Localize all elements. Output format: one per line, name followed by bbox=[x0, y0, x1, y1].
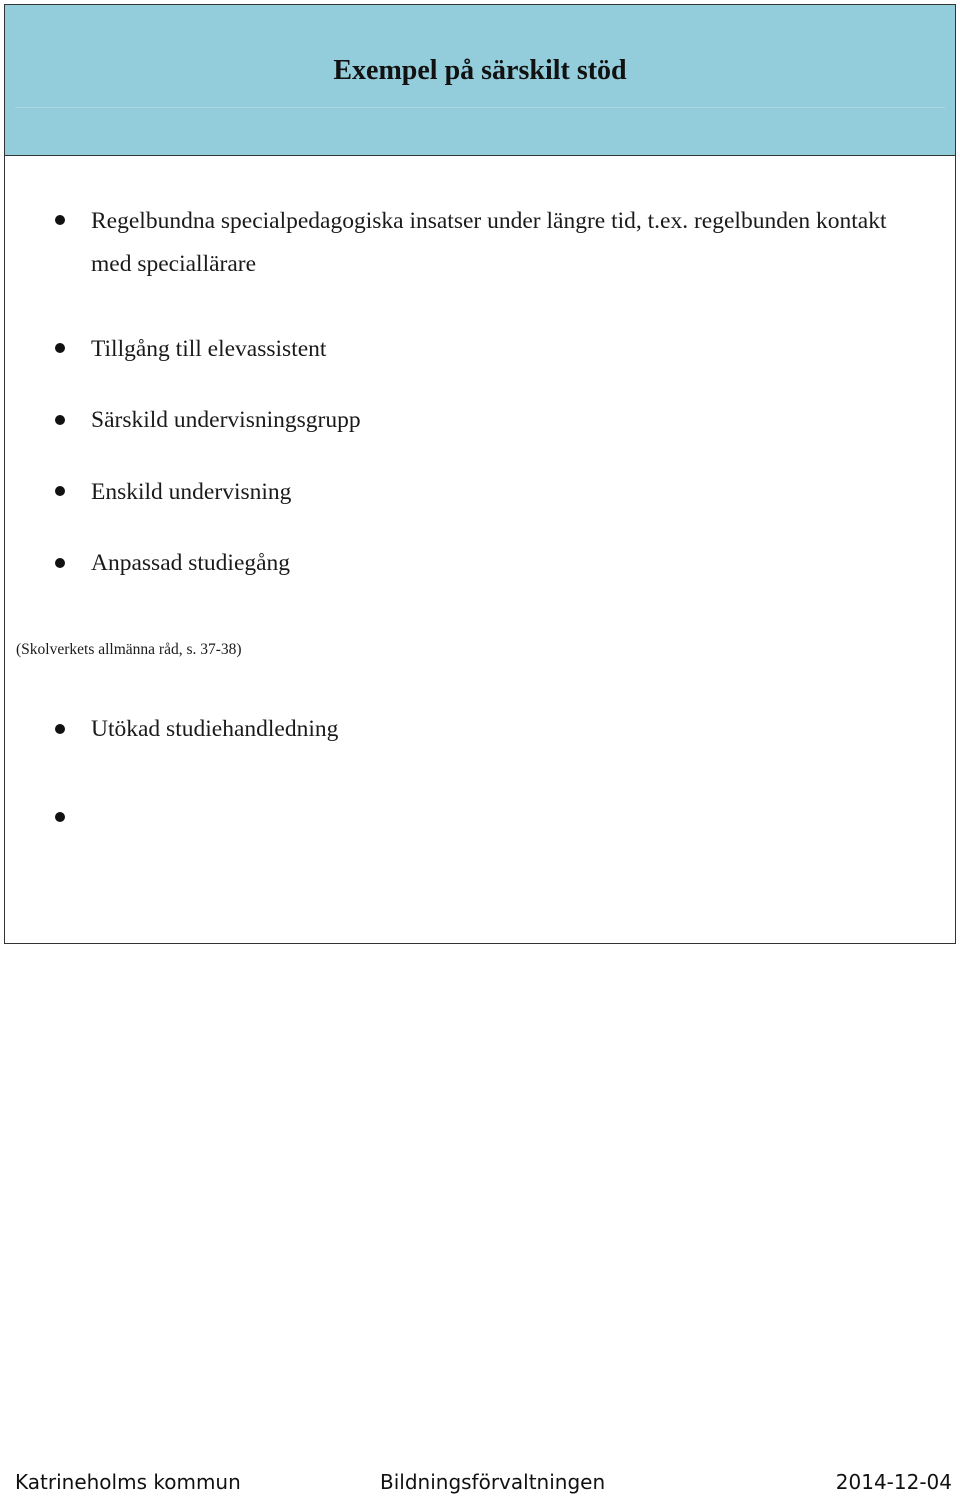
list-item-text: Särskild undervisningsgrupp bbox=[91, 407, 361, 433]
page-footer bbox=[0, 1468, 960, 1496]
bullet-icon bbox=[55, 724, 65, 734]
bullet-icon bbox=[55, 558, 65, 568]
bullet-icon bbox=[55, 343, 65, 353]
bullet-icon bbox=[55, 812, 65, 822]
list-item-text: Utökad studiehandledning bbox=[91, 716, 339, 742]
source-note: (Skolverkets allmänna råd, s. 37-38) bbox=[16, 641, 242, 658]
footer-department: Bildningsförvaltningen bbox=[380, 1470, 606, 1494]
list-item-text: Tillgång till elevassistent bbox=[91, 336, 327, 362]
page-title: Exempel på särskilt stöd bbox=[333, 55, 627, 86]
bullet-icon bbox=[55, 215, 65, 225]
list-item-text: Enskild undervisning bbox=[91, 479, 292, 505]
header-band bbox=[5, 5, 955, 156]
footer-date: 2014-12-04 bbox=[835, 1470, 952, 1494]
footer-organization: Katrineholms kommun bbox=[15, 1470, 241, 1494]
bullet-icon bbox=[55, 486, 65, 496]
bullet-icon bbox=[55, 415, 65, 425]
list-item-text: Regelbundna specialpedagogiska insatser under längre tid, t.ex. regelbunden kontakt med speciallärare bbox=[91, 208, 887, 277]
support-examples-box bbox=[4, 4, 956, 944]
list-item-text: Anpassad studiegång bbox=[91, 550, 291, 576]
